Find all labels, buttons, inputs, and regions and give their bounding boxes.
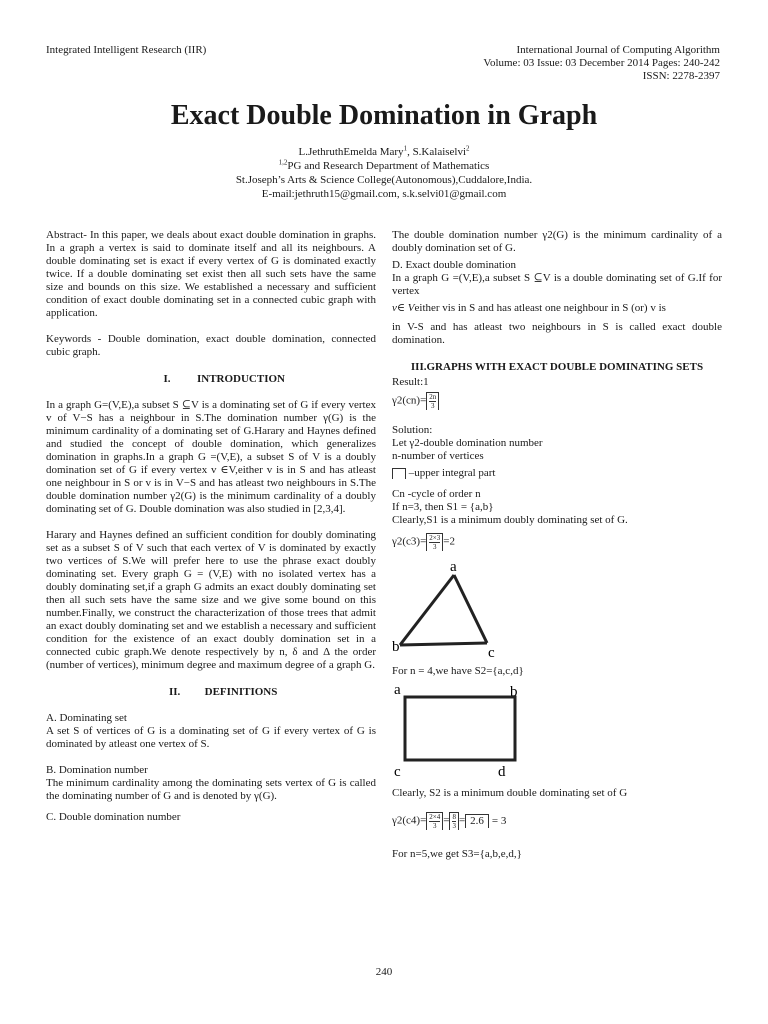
solution-line-2: n-number of vertices bbox=[392, 450, 484, 462]
right-column bbox=[392, 229, 722, 861]
author-block bbox=[0, 145, 768, 201]
header-issn: ISSN: 2278-2397 bbox=[642, 70, 720, 82]
definition-c-heading: C. Double domination number bbox=[46, 811, 181, 823]
triangle-edge-bc bbox=[400, 643, 487, 645]
author-institution: St.Joseph’s Arts & Science College(Autonomous),Cuddalore,India. bbox=[235, 174, 533, 186]
header-publisher: Integrated Intelligent Research (IIR) bbox=[46, 44, 207, 56]
rect-label-b: b bbox=[510, 684, 518, 700]
keywords: Keywords - Double domination, exact double domination, connected cubic graph. bbox=[46, 333, 376, 358]
double-domination-number-text: The double domination number γ2(G) is the minimum cardinality of a doubly domination set of G. bbox=[392, 229, 722, 254]
definition-d-text-1: In a graph G =(V,E),a subset S ⊆V is a double dominating set of G.If for vertex bbox=[392, 272, 722, 297]
solution-line-3: –upper integral part bbox=[392, 467, 722, 480]
n4-text: For n = 4,we have S2={a,c,d} bbox=[392, 665, 524, 677]
author-names: L.JethruthEmelda Mary$^1$, S.Kalaiselvi$^2$ bbox=[298, 144, 470, 158]
definition-d-text-2: v∈ Veither vis in S and has atleast one neighbour in S (or) v is bbox=[392, 302, 666, 314]
formula-gamma-cn: γ2(cn)= $\frac{2n}{3}$ bbox=[392, 392, 722, 410]
rectangle-edges bbox=[405, 697, 515, 760]
intro-paragraph-2: Harary and Haynes defined an sufficient condition for doubly dominating set as a subset S of V such that each vertex of V is dominated by exactly two vertices of S.We will prefer here to use the phrase exact doubly dominating set. Every graph G = (V,E) with no isolated vertex has a doubly dominating set,if a graph G admits an exact doubly dominating set then all such sets have the same size and we give some bound on this number.Finally, we construct the characterization of those trees that admit an exact doubly dominating set and we establish a necessary and sufficient condition for the existence of an exact doubly domination set in a connected cubic graph.We denote respectively by n, δ and Δ the order (number of vertices), minimum degree and maximum degree of a graph G. bbox=[46, 529, 376, 671]
ceiling-bracket-icon bbox=[392, 468, 406, 479]
journal-header-left bbox=[46, 44, 206, 57]
definition-d-heading: D. Exact double domination bbox=[392, 259, 517, 271]
journal-header-right bbox=[483, 44, 720, 83]
paper-title: Exact Double Domination in Graph bbox=[170, 100, 598, 131]
definition-b-text: The minimum cardinality among the dominating sets vertex of G is called the dominating number of G and is denoted by γ(G). bbox=[46, 777, 376, 802]
author-email: E-mail:jethruth15@gmail.com, s.k.selvi01@gmail.com bbox=[261, 188, 507, 200]
triangle-label-c: c bbox=[488, 645, 495, 659]
author-affiliation: $^{1,2}$PG and Research Department of Mathematics bbox=[278, 158, 490, 172]
left-column bbox=[46, 229, 376, 824]
section-heading-graphs: III.GRAPHS WITH EXACT DOUBLE DOMINATING SETS bbox=[410, 361, 704, 373]
triangle-edge-ac bbox=[454, 575, 487, 643]
definition-a-text: A set S of vertices of G is a dominating set of G if every vertex of G is dominated by atleast one vertex of S. bbox=[46, 725, 376, 750]
triangle-graph-figure bbox=[392, 559, 522, 659]
result-label: Result:1 bbox=[392, 376, 429, 388]
rectangle-graph-figure bbox=[392, 682, 532, 777]
intro-paragraph-1: In a graph G=(V,E),a subset S ⊆V is a dominating set of G if every vertex v of V−S has a neighbour in S.The domination number γ(G) is the minimum cardinality of a dominating set of G.Harary and Haynes defined and studied the concept of double domination, which generalizes domination in graphs.In a graph G =(V,E), a subset S of V is a doubly domination set of G if every vertex v ∈V,either v is in S and has atleast one neighbour in S or v is in V−S and has atleast two neighbours in S.The double domination number γ2(G) is the minimum cardinality of a doubly dominating set of G. Double domination was also studied in [2,3,4]. bbox=[46, 399, 376, 515]
header-volume: Volume: 03 Issue: 03 December 2014 Pages: 240-242 bbox=[483, 57, 720, 69]
abstract: Abstract- In this paper, we deals about exact double domination in graphs. In a graph a vertex is said to dominate itself and all its neighbours. A double dominating set is exact if every vertex of G is dominated exactly twice. If a double dominating set exist then all such sets have the same size and bounds on this size. We established a necessary and sufficient condition of exact double dominating set in a connected cubic graph with application. bbox=[46, 229, 376, 319]
formula-gamma-c4: γ2(c4)= $\frac{2\times 4}{3}=$ $\frac{8}{3}= 2.6 = 3$ bbox=[392, 813, 507, 830]
triangle-label-b: b bbox=[392, 639, 400, 655]
solution-line-4: Cn -cycle of order n bbox=[392, 488, 481, 500]
solution-line-6: Clearly,S1 is a minimum doubly dominating set of G. bbox=[392, 514, 628, 526]
rect-label-d: d bbox=[498, 764, 506, 777]
section-heading-introduction: I. INTRODUCTION bbox=[163, 373, 285, 385]
triangle-edge-ab bbox=[400, 575, 454, 645]
triangle-label-a: a bbox=[450, 559, 457, 575]
solution-line-1: Let γ2-double domination number bbox=[392, 437, 543, 449]
n5-text: For n=5,we get S3={a,b,e,d,} bbox=[392, 848, 522, 860]
rect-label-c: c bbox=[394, 764, 401, 777]
definition-d-text-3: in V-S and has atleast two neighbours in S is called exact double domination. bbox=[392, 321, 722, 346]
solution-label: Solution: bbox=[392, 424, 433, 436]
page-number: 240 bbox=[375, 966, 393, 978]
header-journal: International Journal of Computing Algorithm bbox=[516, 44, 720, 56]
section-heading-definitions: II. DEFINITIONS bbox=[168, 686, 278, 698]
formula-gamma-c3: γ2(c3)= $\frac{2\times 3}{3}=2$ bbox=[392, 534, 455, 551]
clearly-s2-text: Clearly, S2 is a minimum double dominating set of G bbox=[392, 787, 628, 799]
definition-a-heading: A. Dominating set bbox=[46, 712, 127, 724]
definition-b-heading: B. Domination number bbox=[46, 764, 148, 776]
solution-line-5: If n=3, then S1 = {a,b} bbox=[392, 501, 494, 513]
rect-label-a: a bbox=[394, 682, 401, 698]
